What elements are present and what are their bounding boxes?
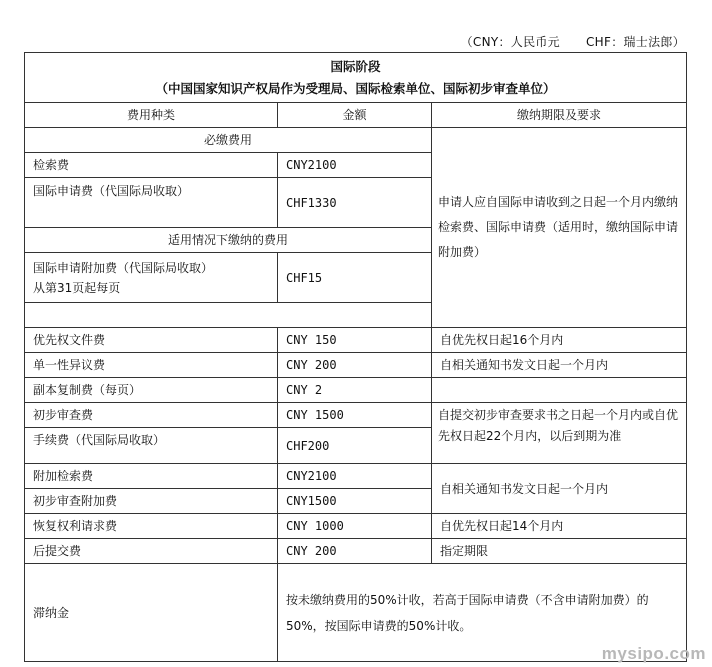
extra-page-fee-amount: CHF15 [278,253,432,303]
table-row [25,353,687,378]
late-payment-fee-label: 滞纳金 [25,564,278,662]
legend-chf: CHF：瑞士法郎） [585,35,685,49]
unity-objection-fee-amount: CNY 200 [278,353,432,378]
table-title-line1: 国际阶段 [330,58,381,74]
table-row [25,564,687,662]
legend-cny: （CNY：人民币元 [460,35,560,49]
handling-fee-amount: CHF200 [278,428,432,464]
table-row [25,539,687,564]
priority-doc-fee-deadline: 自优先权日起16个月内 [432,328,687,353]
unity-objection-fee-label: 单一性异议费 [25,353,278,378]
currency-legend [435,33,685,50]
prelim-exam-fee-label: 初步审查费 [25,403,278,428]
table-row [25,514,687,539]
restoration-fee-amount: CNY 1000 [278,514,432,539]
intl-filing-fee-amount: CHF1330 [278,178,432,228]
copy-fee-amount: CNY 2 [278,378,432,403]
late-furnishing-fee-label: 后提交费 [25,539,278,564]
search-fee-amount: CNY2100 [278,153,432,178]
extra-page-fee-label [25,253,278,303]
table-row [25,403,687,428]
group1-deadline: 申请人应自国际申请收到之日起一个月内缴纳检索费、国际申请费（适用时，缴纳国际申请附加费） [432,128,687,328]
header-row [25,103,687,128]
search-fee-label: 检索费 [25,153,278,178]
table-title [25,53,687,103]
additional-search-fee-label: 附加检索费 [25,464,278,489]
additional-search-fee-amount: CNY2100 [278,464,432,489]
table-row [25,464,687,489]
copy-fee-deadline [432,378,687,403]
title-row [25,53,687,103]
priority-doc-fee-amount: CNY 150 [278,328,432,353]
extra-page-fee-label-2: 从第31页起每页 [33,280,121,295]
additional-deadline: 自相关通知书发文日起一个月内 [432,464,687,514]
table-row [25,378,687,403]
fee-table-container [24,52,686,647]
additional-exam-fee-amount: CNY1500 [278,489,432,514]
late-payment-fee-note: 按未缴纳费用的50%计收，若高于国际申请费（不含申请附加费）的50%，按国际申请费的50%计收。 [278,564,687,662]
site-watermark: mysipo.com [601,644,706,663]
section-row-mandatory [25,128,687,153]
header-deadline: 缴纳期限及要求 [432,103,687,128]
additional-exam-fee-label: 初步审查附加费 [25,489,278,514]
copy-fee-label: 副本复制费（每页） [25,378,278,403]
header-amount: 金额 [278,103,432,128]
header-fee-type: 费用种类 [25,103,278,128]
late-furnishing-fee-deadline: 指定期限 [432,539,687,564]
late-furnishing-fee-amount: CNY 200 [278,539,432,564]
unity-objection-fee-deadline: 自相关通知书发文日起一个月内 [432,353,687,378]
handling-fee-label: 手续费（代国际局收取） [25,428,278,464]
table-title-line2: （中国国家知识产权局作为受理局、国际检索单位、国际初步审查单位） [155,80,556,96]
table-row [25,328,687,353]
exam-deadline: 自提交初步审查要求书之日起一个月内或自优先权日起22个月内，以后到期为准 [432,403,687,464]
restoration-fee-label: 恢复权利请求费 [25,514,278,539]
section-conditional: 适用情况下缴纳的费用 [25,228,432,253]
intl-filing-fee-label: 国际申请费（代国际局收取） [25,178,278,228]
prelim-exam-fee-amount: CNY 1500 [278,403,432,428]
section-mandatory: 必缴费用 [25,128,432,153]
restoration-fee-deadline: 自优先权日起14个月内 [432,514,687,539]
priority-doc-fee-label: 优先权文件费 [25,328,278,353]
spacer-cell [25,303,432,328]
extra-page-fee-label-1: 国际申请附加费（代国际局收取） [33,260,214,275]
fee-table [24,52,687,662]
